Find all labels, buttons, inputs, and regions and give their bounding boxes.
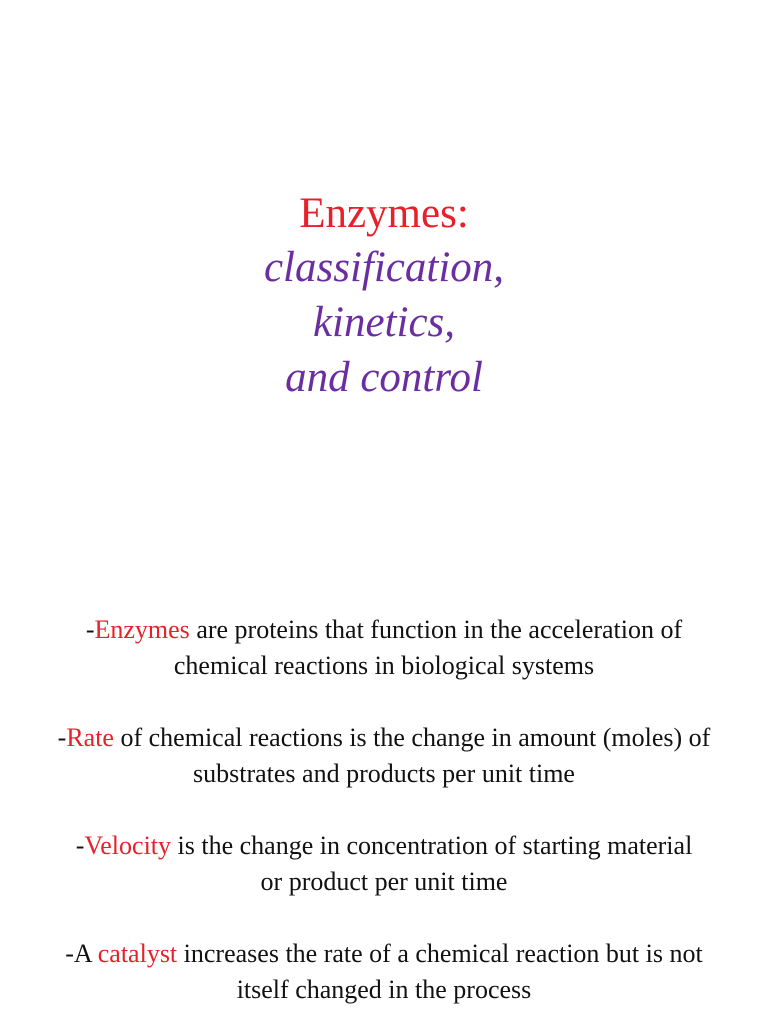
definition-velocity <box>64 828 704 900</box>
term-catalyst: catalyst <box>97 939 178 968</box>
bullet-prefix: - <box>85 615 95 644</box>
term-velocity: Velocity <box>84 831 172 860</box>
slide-title: Enzymes: <box>299 190 469 237</box>
definition-catalyst <box>54 936 714 1008</box>
definitions-slide <box>0 612 768 1024</box>
definition-text: of chemical reactions is the change in amount (moles) of substrates and products per unit time <box>113 723 711 788</box>
subtitle-line-kinetics: kinetics, <box>312 299 456 346</box>
subtitle-line-control: and control <box>285 354 483 401</box>
definition-rate <box>54 720 714 792</box>
definition-text: increases the rate of a chemical reaction but is not itself changed in the process <box>177 939 703 1004</box>
bullet-prefix: - <box>75 831 85 860</box>
subtitle-line-classification: classification, <box>263 244 505 291</box>
definition-text: is the change in concentration of starting material or product per unit time <box>171 831 693 896</box>
bullet-prefix: -A <box>65 939 98 968</box>
definition-enzymes <box>64 612 704 684</box>
bullet-prefix: - <box>57 723 67 752</box>
title-block <box>0 188 768 405</box>
term-rate: Rate <box>66 723 114 752</box>
definition-text: are proteins that function in the acceleration of chemical reactions in biological systems <box>173 615 683 680</box>
term-enzymes: Enzymes <box>94 615 190 644</box>
